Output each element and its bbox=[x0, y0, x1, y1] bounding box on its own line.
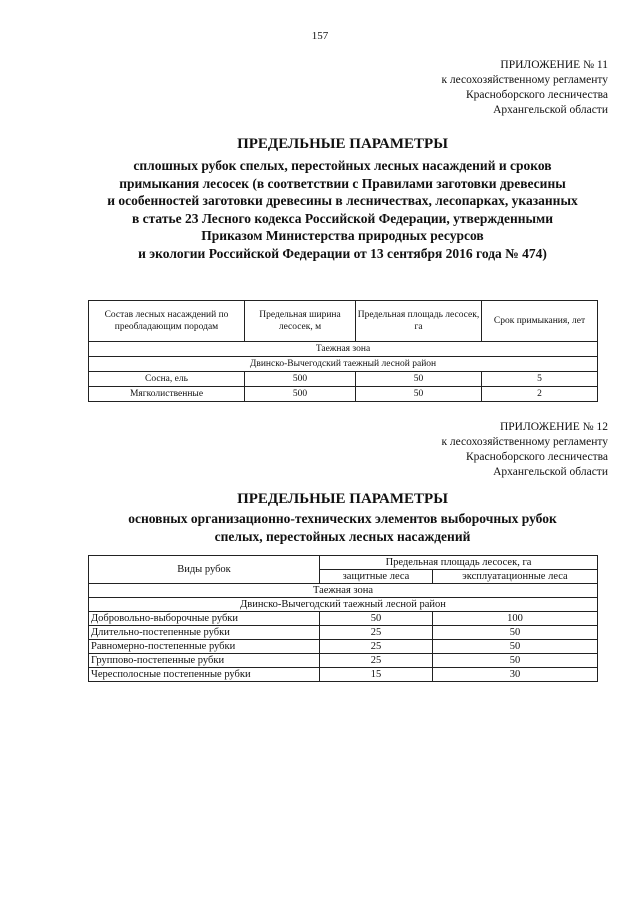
table-1-zone-row bbox=[89, 342, 598, 357]
table-cell: 50 bbox=[433, 654, 598, 668]
table-2-header-area: Предельная площадь лесосек, га bbox=[320, 556, 598, 570]
table-cell: 15 bbox=[320, 668, 433, 682]
table-cell: 25 bbox=[320, 654, 433, 668]
table-row bbox=[89, 612, 598, 626]
heading-1-line: Приказом Министерства природных ресурсов bbox=[201, 228, 484, 243]
table-row bbox=[89, 626, 598, 640]
appendix-12-line2: Красноборского лесничества bbox=[465, 451, 608, 463]
table-2-header-row bbox=[89, 556, 598, 570]
table-1-zone: Таежная зона bbox=[89, 342, 598, 357]
table-cell: Чересполосные постепенные рубки bbox=[89, 668, 320, 682]
table-1-header-term: Срок примыкания, лет bbox=[482, 301, 598, 342]
appendix-12-line1: к лесохозяйственному регламенту bbox=[441, 436, 608, 448]
table-cell: 500 bbox=[245, 387, 356, 402]
appendix-11-label: ПРИЛОЖЕНИЕ № 11 bbox=[500, 59, 608, 71]
table-cell: Мягколиственные bbox=[89, 387, 245, 402]
table-cell: 30 bbox=[433, 668, 598, 682]
table-2-header-kind: Виды рубок bbox=[89, 556, 320, 584]
table-1-header-area: Предельная площадь лесосек, га bbox=[356, 301, 482, 342]
table-row bbox=[89, 668, 598, 682]
table-cell: 50 bbox=[320, 612, 433, 626]
table-cell: 500 bbox=[245, 372, 356, 387]
heading-2-title: ПРЕДЕЛЬНЫЕ ПАРАМЕТРЫ bbox=[237, 491, 448, 507]
table-1-header-composition: Состав лесных насаждений по преобладающим породам bbox=[89, 301, 245, 342]
heading-1-line: сплошных рубок спелых, перестойных лесных насаждений и сроков bbox=[133, 158, 552, 173]
appendix-11-line1: к лесохозяйственному регламенту bbox=[441, 74, 608, 86]
table-2-header-operational: эксплуатационные леса bbox=[433, 570, 598, 584]
table-2-region-row bbox=[89, 598, 598, 612]
appendix-12-block bbox=[308, 420, 608, 480]
table-cell: 50 bbox=[433, 626, 598, 640]
appendix-11-line2: Красноборского лесничества bbox=[465, 89, 608, 101]
table-1-cutting-parameters bbox=[88, 300, 598, 402]
table-2-zone: Таежная зона bbox=[89, 584, 598, 598]
page-number: 157 bbox=[311, 30, 329, 42]
appendix-12-line3: Архангельской области bbox=[493, 466, 608, 478]
table-2-zone-row bbox=[89, 584, 598, 598]
table-cell: Равномерно-постепенные рубки bbox=[89, 640, 320, 654]
table-cell: Длительно-постепенные рубки bbox=[89, 626, 320, 640]
table-cell: 100 bbox=[433, 612, 598, 626]
heading-1-line: в статье 23 Лесного кодекса Российской Федерации, утвержденными bbox=[131, 210, 554, 226]
heading-1-line: примыкания лесосек (в соответствии с Правилами заготовки древесины bbox=[119, 175, 566, 191]
heading-2-line: спелых, перестойных лесных насаждений bbox=[214, 528, 471, 544]
heading-2 bbox=[70, 490, 615, 545]
table-row bbox=[89, 387, 598, 402]
table-cell: 25 bbox=[320, 640, 433, 654]
table-cell: 50 bbox=[356, 387, 482, 402]
table-2-region: Двинско-Вычегодский таежный лесной район bbox=[89, 598, 598, 612]
appendix-12-label: ПРИЛОЖЕНИЕ № 12 bbox=[499, 421, 608, 433]
table-cell: 50 bbox=[356, 372, 482, 387]
table-cell: 2 bbox=[482, 387, 598, 402]
table-cell: 5 bbox=[482, 372, 598, 387]
heading-1-title: ПРЕДЕЛЬНЫЕ ПАРАМЕТРЫ bbox=[237, 136, 448, 152]
table-2-selective-cutting bbox=[88, 555, 598, 682]
table-1-header-width: Предельная ширина лесосек, м bbox=[245, 301, 356, 342]
table-cell: 25 bbox=[320, 626, 433, 640]
table-cell: 50 bbox=[433, 640, 598, 654]
table-cell: Группово-постепенные рубки bbox=[89, 654, 320, 668]
table-1-region-row bbox=[89, 357, 598, 372]
appendix-11-line3: Архангельской области bbox=[493, 104, 608, 116]
heading-1 bbox=[70, 135, 615, 262]
heading-1-line: и экологии Российской Федерации от 13 сентября 2016 года № 474) bbox=[138, 245, 547, 261]
table-row bbox=[89, 640, 598, 654]
table-1-region: Двинско-Вычегодский таежный лесной район bbox=[89, 357, 598, 372]
table-2-header-protective: защитные леса bbox=[320, 570, 433, 584]
table-row bbox=[89, 654, 598, 668]
table-cell: Добровольно-выборочные рубки bbox=[89, 612, 320, 626]
heading-1-line: и особенностей заготовки древесины в лесничествах, лесопарках, указанных bbox=[107, 193, 578, 208]
table-row bbox=[89, 372, 598, 387]
table-1-header-row bbox=[89, 301, 598, 342]
table-cell: Сосна, ель bbox=[89, 372, 245, 387]
heading-2-line: основных организационно-технических элементов выборочных рубок bbox=[128, 511, 557, 526]
appendix-11-block bbox=[308, 58, 608, 118]
